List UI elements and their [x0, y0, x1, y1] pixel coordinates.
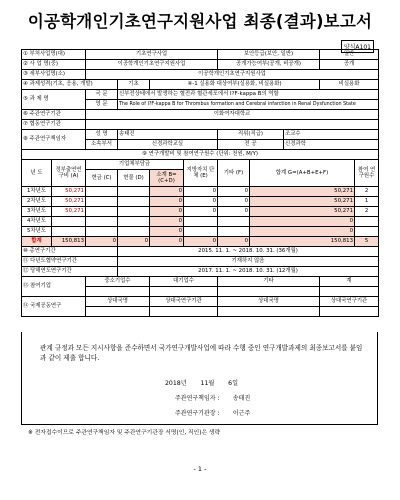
budget-cash	[86, 197, 118, 207]
inkind-col-header: 현물 (D)	[118, 170, 150, 187]
other-col-header: 기타 (F)	[218, 160, 250, 187]
signature-name: 이근주	[232, 410, 251, 417]
date-year: 2018년	[165, 380, 187, 387]
budget-row	[22, 187, 379, 197]
row-project-name	[22, 60, 379, 70]
budget-sum-row	[22, 237, 379, 247]
task-name-label: ⑤ 과 제 명	[22, 90, 86, 110]
budget-total: 0	[250, 217, 355, 227]
budget-heading: ⑨ 연구개발비 및 참여연구원수 (단위: 천원, M/Y)	[22, 150, 379, 160]
task-type2-value: 비실용화	[320, 80, 379, 90]
budget-gov: 50,271	[52, 187, 86, 197]
report-title: 이공학개인기초연구지원사업 최종(결과)보고서	[27, 12, 373, 31]
multi-period-value: 기재하지 않음	[118, 257, 379, 267]
intl-col: 상대국연구기관	[320, 297, 379, 307]
current-period-label: ⑫ 당해연도연구기간	[22, 267, 118, 277]
coorg-value	[86, 120, 379, 130]
budget-cash	[86, 227, 118, 237]
budget-local: 0	[184, 207, 218, 217]
row-participants-header	[22, 277, 379, 287]
row-budget-heading	[22, 150, 379, 160]
intl-col: 상대국명	[218, 297, 320, 307]
date-day: 6일	[228, 380, 239, 387]
budget-inkind	[118, 187, 150, 197]
budget-sum-people: 5	[355, 237, 379, 247]
budget-gov: 50,271	[52, 207, 86, 217]
budget-people	[355, 227, 379, 237]
budget-local	[184, 227, 218, 237]
participants-value	[150, 287, 218, 297]
position-value: 조교수	[284, 130, 379, 140]
budget-year: 5차년도	[22, 227, 52, 237]
gov-col-header: 정부출연연구비 (A)	[52, 160, 86, 187]
budget-sum-label: 합계	[22, 237, 52, 247]
subtotal-col-header: 소계 B=(C+D)	[150, 170, 184, 187]
row-program-name	[22, 50, 379, 60]
budget-row	[22, 217, 379, 227]
footnote: ※ 전자접수이므로 주관연구책임자 및 주관연구기관장 서명(인, 직인)은 생략	[28, 430, 221, 436]
budget-sum-cash: 0	[86, 237, 118, 247]
budget-row	[22, 197, 379, 207]
program-name-label: ① 부처사업명(대)	[22, 50, 86, 60]
coorg-label: ⑦ 협동연구기관	[22, 120, 86, 130]
budget-year: 3차년도	[22, 207, 52, 217]
budget-people	[355, 217, 379, 227]
budget-year: 4차년도	[22, 217, 52, 227]
current-period-value: 2017. 11. 1. ~ 2018. 10. 31. (12개월)	[118, 267, 379, 277]
researcher-label: ⑧ 주관연구책임자	[22, 130, 86, 150]
classification-value: 일반	[320, 50, 379, 60]
budget-inkind	[118, 207, 150, 217]
budget-other: 0	[218, 207, 250, 217]
position-label: 직위(직급)	[218, 130, 284, 140]
row-task-name-kr	[22, 90, 379, 100]
participants-col: 중소기업수	[86, 277, 150, 287]
page-number: - 1 -	[193, 465, 207, 473]
task-type-label: ④ 과제성격(기초, 응용, 개발)	[22, 80, 118, 90]
budget-year: 2차년도	[22, 197, 52, 207]
budget-other: 0	[218, 197, 250, 207]
participants-value	[320, 287, 379, 297]
budget-sum-gov: 150,813	[52, 237, 86, 247]
signature-name: 송태진	[232, 395, 251, 402]
budget-sum-total: 150,813	[250, 237, 355, 247]
participants-value	[86, 287, 150, 297]
participants-value	[218, 287, 320, 297]
budget-total: 50,271	[250, 197, 355, 207]
budget-row	[22, 207, 379, 217]
year-col-header: 년 도	[22, 160, 52, 187]
budget-gov: 50,271	[52, 197, 86, 207]
budget-other: 0	[218, 187, 250, 197]
budget-other	[218, 217, 250, 227]
row-total-period	[22, 247, 379, 257]
budget-total: 50,271	[250, 207, 355, 217]
row-task-type	[22, 80, 379, 90]
total-period-label: ⑩ 총연구기간	[22, 247, 118, 257]
budget-local	[184, 217, 218, 227]
dept-label: 소속부서	[86, 140, 118, 150]
cash-col-header: 현금 (C)	[86, 170, 118, 187]
name-label: 성 명	[86, 130, 118, 140]
date-month: 11월	[200, 380, 215, 387]
signature-researcher	[175, 393, 250, 402]
row-org	[22, 110, 379, 120]
participants-label: ⑬ 참여기업	[22, 277, 86, 297]
total-col-header: 합계 G=(A+B+E+F)	[250, 160, 355, 187]
row-multi-period	[22, 257, 379, 267]
row-current-period	[22, 267, 379, 277]
budget-inkind	[118, 197, 150, 207]
budget-people: 1	[355, 197, 379, 207]
task-name-korean: 신부전상태에서 발생하는 혈전과 혈관세포에서 I?F-kappa B의 역할	[118, 90, 379, 100]
total-period-value: 2015. 11. 1. ~ 2018. 10. 31. (36개월)	[118, 247, 379, 257]
submission-date	[165, 378, 238, 387]
intl-value	[218, 307, 320, 317]
intl-col: 상대국명	[86, 297, 150, 307]
row-intl-header	[22, 297, 379, 307]
report-form-table	[21, 49, 379, 317]
participants-col: 대기업수	[150, 277, 218, 287]
budget-gov	[52, 227, 86, 237]
budget-year: 1차년도	[22, 187, 52, 197]
researcher-name: 송태진	[118, 130, 218, 140]
task-name-english: The Role of I?F-kappa B for Thrombus formation and Cerebral infarction in Renal Dysfunction State	[118, 100, 379, 110]
major-value: 신경과학	[284, 140, 379, 150]
budget-total: 0	[250, 227, 355, 237]
multi-period-label: ⑪ 다년도협약연구기간	[22, 257, 118, 267]
disclosure-value: 공개	[320, 60, 379, 70]
statement-text: 관계 규정과 모든 지시사항을 준수하면서 국가연구개발사업에 따라 수행 중인 연구개발과제의 최종보고서를 붙임과 같이 제출 합니다.	[40, 344, 363, 362]
project-name-value: 이공학개인기초연구지원사업	[86, 60, 218, 70]
budget-local: 0	[184, 197, 218, 207]
budget-local: 0	[184, 187, 218, 197]
row-coorg	[22, 120, 379, 130]
budget-sum-inkind: 0	[118, 237, 150, 247]
row-detail-program	[22, 70, 379, 80]
private-col-header: 기업체부담금	[86, 160, 184, 170]
english-label: 영 문	[86, 100, 118, 110]
budget-sum-local: 0	[184, 237, 218, 247]
signature-institution-head	[175, 408, 250, 417]
budget-gov	[52, 217, 86, 227]
org-value: 이화여자대학교	[86, 110, 379, 120]
intl-value	[150, 307, 218, 317]
budget-cash	[86, 207, 118, 217]
budget-row	[22, 227, 379, 237]
budget-sum-subtotal: 0	[150, 237, 184, 247]
people-col-header: 참여 연구원수	[355, 160, 379, 187]
local-col-header: 지방자치 단체 (E)	[184, 160, 218, 187]
intl-label: ⑭ 국제공동연구	[22, 297, 86, 317]
budget-cash	[86, 217, 118, 227]
intl-value	[86, 307, 150, 317]
korean-label: 국 문	[86, 90, 118, 100]
signature-label: 주관연구책임자 :	[175, 395, 220, 402]
budget-cash	[86, 187, 118, 197]
disclosure-label: 공개가능여부(공개, 비공개)	[218, 60, 320, 70]
org-label: ⑥ 주관연구기관	[22, 110, 86, 120]
budget-inkind	[118, 227, 150, 237]
budget-subtotal: 0	[150, 227, 184, 237]
participants-col: 기타	[218, 277, 320, 287]
detail-program-label: ③ 세부사업명(소)	[22, 70, 86, 80]
budget-sum-other: 0	[218, 237, 250, 247]
budget-subtotal: 0	[150, 217, 184, 227]
budget-subtotal: 0	[150, 207, 184, 217]
budget-total: 50,271	[250, 187, 355, 197]
intl-value	[320, 307, 379, 317]
classification-label: 보안등급(보안, 일반)	[218, 50, 320, 60]
budget-subtotal: 0	[150, 187, 184, 197]
task-type2-label: ④-1 실용화 대상여부(실용화, 비실용화)	[150, 80, 320, 90]
budget-people: 2	[355, 207, 379, 217]
budget-subtotal: 0	[150, 197, 184, 207]
project-name-label: ② 사 업 명(중)	[22, 60, 86, 70]
task-type-value: 기초	[118, 80, 150, 90]
budget-other	[218, 227, 250, 237]
row-researcher-1	[22, 130, 379, 140]
intl-col: 상대국연구기관	[150, 297, 218, 307]
form-number: 양식A101	[341, 40, 374, 53]
signature-label: 주관연구기관장 :	[175, 410, 220, 417]
program-name-value: 기초연구사업	[86, 50, 218, 60]
budget-people: 2	[355, 187, 379, 197]
major-label: 전 공	[218, 140, 284, 150]
budget-inkind	[118, 217, 150, 227]
dept-value: 신경과학교실	[118, 140, 218, 150]
detail-program-value: 이공학개인기초연구지원사업	[86, 70, 379, 80]
budget-header-1	[22, 160, 379, 170]
participants-col: 계	[320, 277, 379, 287]
